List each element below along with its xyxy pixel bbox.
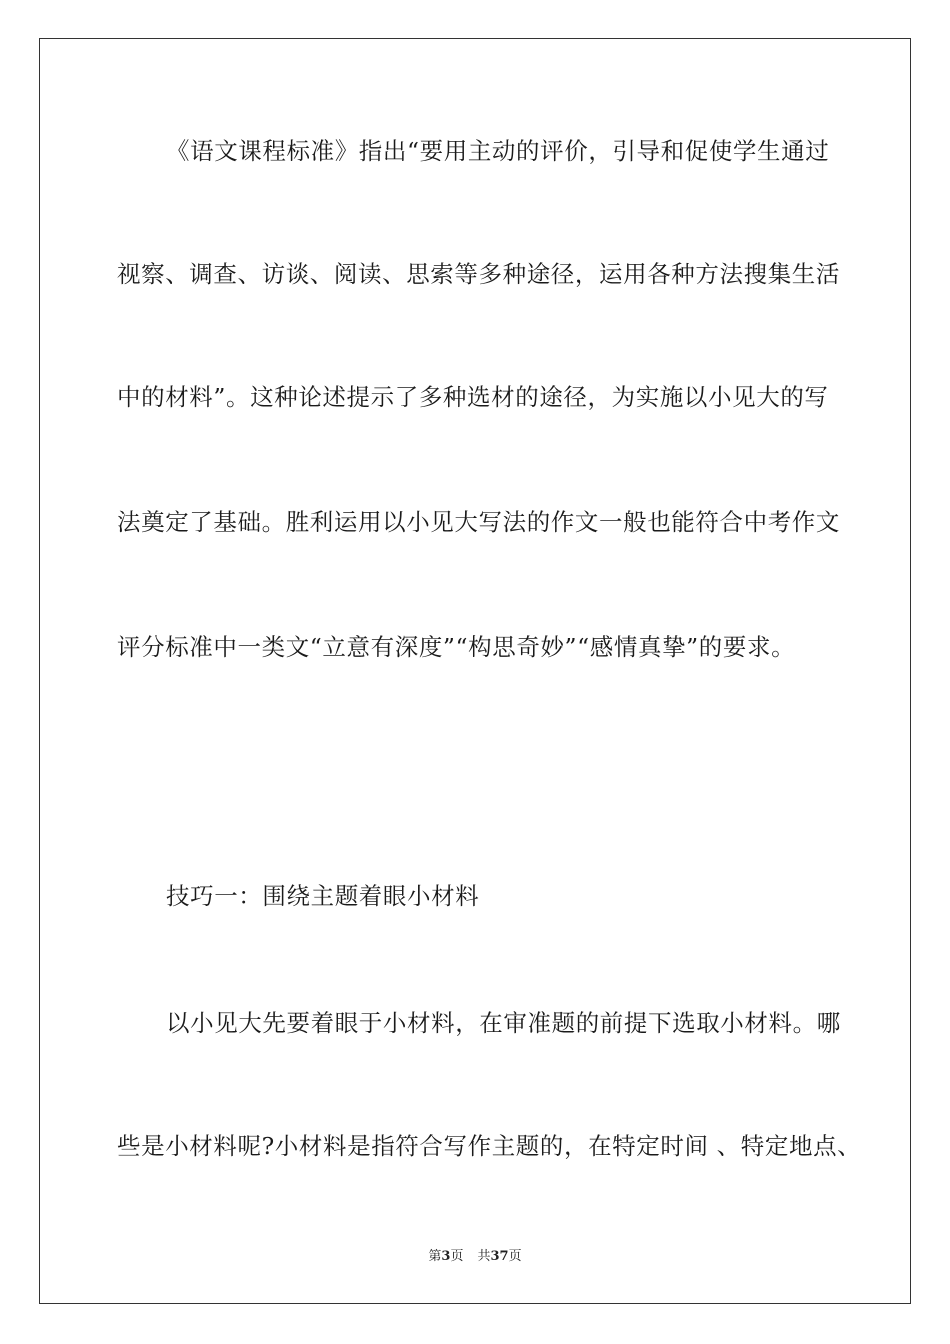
footer-total-prefix: 共: [477, 1249, 491, 1264]
footer-page-number: 3: [441, 1249, 451, 1264]
body-line-4: 法奠定了基础。胜利运用以小见大写法的作文一般也能符合中考作文: [117, 508, 840, 536]
footer-total-suffix: 页: [508, 1249, 522, 1264]
page-footer: [0, 1248, 950, 1266]
section-heading: 技巧一：围绕主题着眼小材料: [166, 882, 480, 910]
footer-page-prefix: 第: [428, 1249, 442, 1264]
body-line-5: 评分标准中一类文“立意有深度”“构思奇妙”“感情真挚”的要求。: [117, 633, 796, 661]
body-line-1: 《语文课程标准》指出“要用主动的评价，引导和促使学生通过: [166, 137, 830, 165]
footer-total-pages: 37: [490, 1249, 509, 1264]
footer-page-suffix: 页: [450, 1249, 464, 1264]
body-line-3: 中的材料”。这种论述提示了多种选材的途径，为实施以小见大的写: [117, 383, 829, 411]
body-line-2: 视察、调查、访谈、阅读、思索等多种途径，运用各种方法搜集生活: [117, 260, 840, 288]
page-border: [39, 38, 911, 1304]
body-line-7: 些是小材料呢?小材料是指符合写作主题的，在特定时间 、特定地点、: [117, 1132, 862, 1160]
body-line-6: 以小见大先要着眼于小材料，在审准题的前提下选取小材料。哪: [166, 1009, 841, 1037]
